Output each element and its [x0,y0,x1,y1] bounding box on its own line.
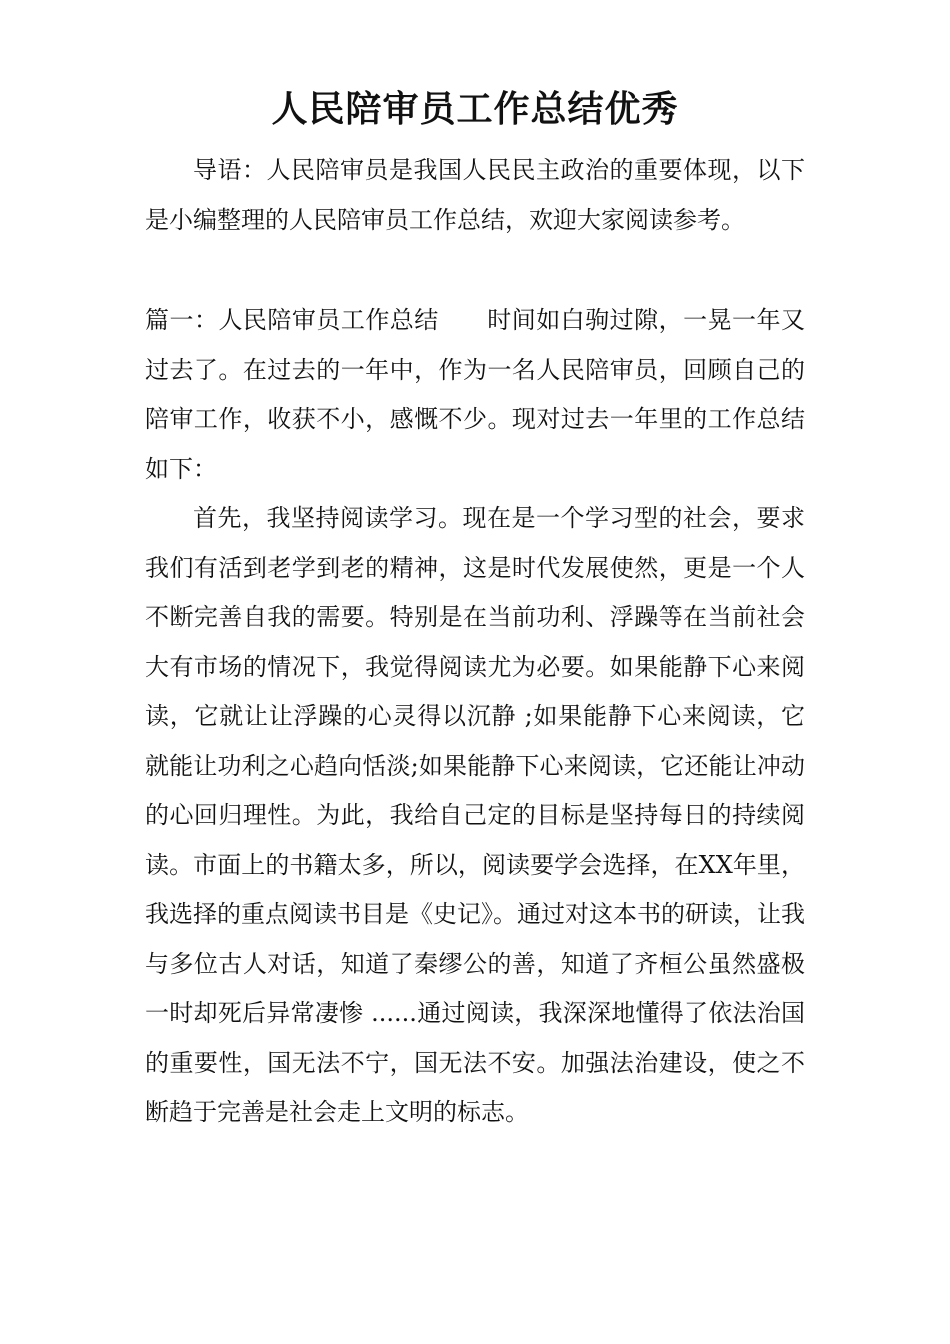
section-heading: 篇一：人民陪审员工作总结 [145,306,439,334]
body-paragraph-1: 首先，我坚持阅读学习。现在是一个学习型的社会，要求我们有活到老学到老的精神，这是时代发展使然，更是一个人不断完善自我的需要。特别是在当前功利、浮躁等在当前社会大有市场的情况下，我觉得阅读尤为必要。如果能静下心来阅读，它就让让浮躁的心灵得以沉静 ;如果能静下心来阅读，它就能让功利之心趋向恬淡;如果能静下心来阅读，它还能让冲动的心回归理性。为此，我给自己定的目标是坚持每日的持续阅读。市面上的书籍太多，所以，阅读要学会选择，在XX年里，我选择的重点阅读书目是《史记》。通过对这本书的研读，让我与多位古人对话，知道了秦缪公的善，知道了齐桓公虽然盛极一时却死后异常凄惨 ......通过阅读，我深深地懂得了依法治国的重要性，国无法不宁，国无法不安。加强法治建设，使之不断趋于完善是社会走上文明的标志。 [145,504,805,1126]
main-body [145,296,805,1138]
intro-paragraph: 导语：人民陪审员是我国人民民主政治的重要体现，以下是小编整理的人民陪审员工作总结，欢迎大家阅读参考。 [145,156,805,234]
section-opening-text: 时间如白驹过隙，一晃一年又过去了。在过去的一年中，作为一名人民陪审员，回顾自己的陪审工作，收获不小，感慨不少。现对过去一年里的工作总结如下： [145,306,806,483]
intro-block [145,146,805,245]
document-title: 人民陪审员工作总结优秀 [271,88,679,130]
section-opening-paragraph [145,296,805,494]
